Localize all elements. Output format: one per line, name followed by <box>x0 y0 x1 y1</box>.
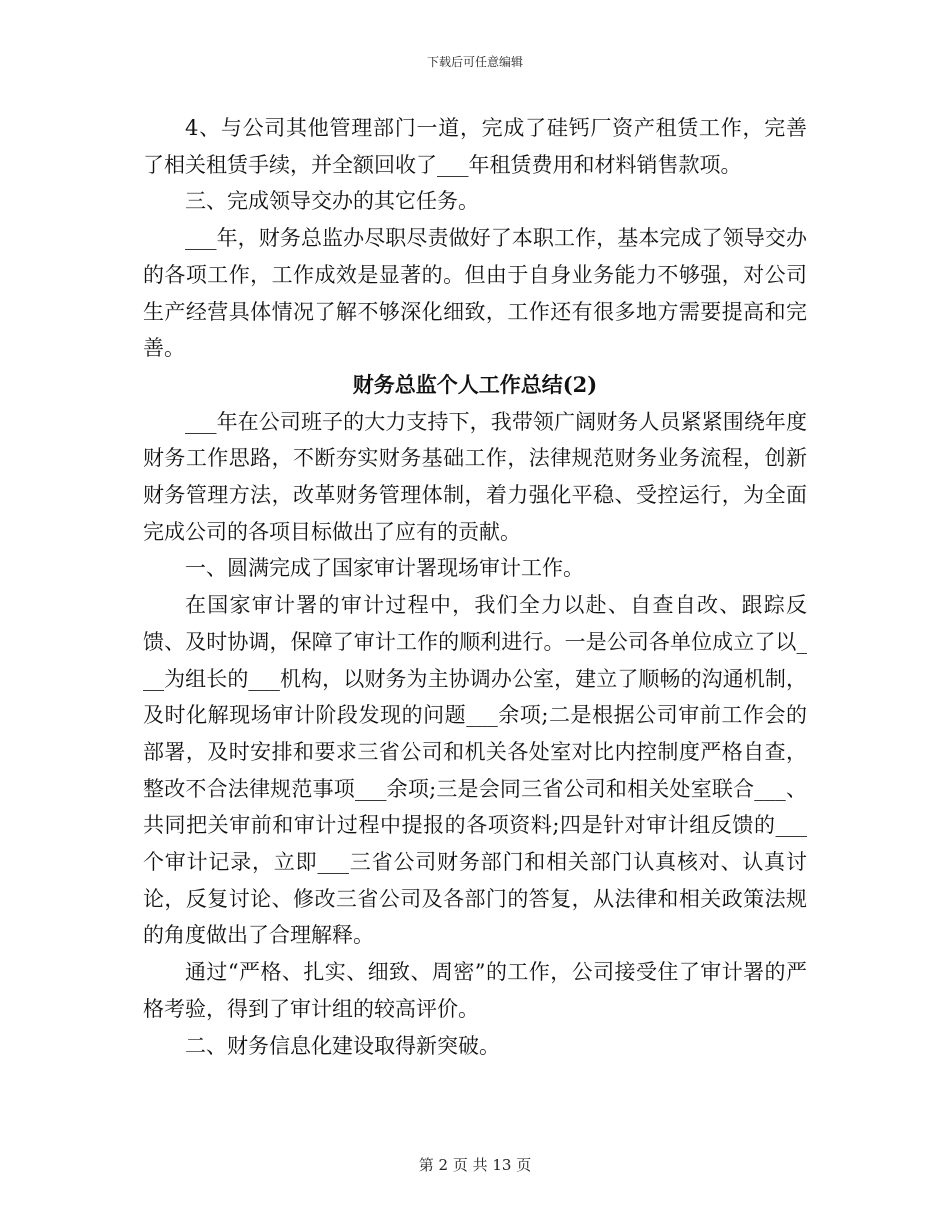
paragraph: ___年在公司班子的大力支持下，我带领广阔财务人员紧紧围绕年度财务工作思路，不断夯实财务基础工作，法律规范财务业务流程，创新财务管理方法，改革财务管理体制，着力强化平稳、受控运行，为全面完成公司的各项目标做出了应有的贡献。 <box>143 409 807 544</box>
paragraph: ___年，财务总监办尽职尽责做好了本职工作，基本完成了领导交办的各项工作，工作成效是显著的。但由于自身业务能力不够强，对公司生产经营具体情况了解不够深化细致，工作还有很多地方需要提高和完善。 <box>143 226 807 361</box>
paragraph: 一、圆满完成了国家审计署现场审计工作。 <box>185 556 584 581</box>
page-header: 下载后可任意编辑 <box>426 55 523 69</box>
paragraph: 4、与公司其他管理部门一道，完成了硅钙厂资产租赁工作，完善了相关租赁手续，并全额回收了___年租赁费用和材料销售款项。 <box>143 116 807 177</box>
document-body <box>143 110 807 1064</box>
section-title: 财务总监个人工作总结(2) <box>352 371 598 397</box>
paragraph: 二、财务信息化建设取得新突破。 <box>185 1033 500 1058</box>
paragraph: 三、完成领导交办的其它任务。 <box>185 189 479 214</box>
paragraph: 通过“严格、扎实、细致、周密”的工作，公司接受住了审计署的严格考验，得到了审计组的较高评价。 <box>143 960 807 1021</box>
paragraph: 在国家审计署的审计过程中，我们全力以赴、自查自改、跟踪反馈、及时协调，保障了审计工作的顺利进行。一是公司各单位成立了以___为组长的___机构，以财务为主协调办公室，建立了顺畅的沟通机制，及时化解现场审计阶段发现的问题___余项;二是根据公司审前工作会的部署，及时安排和要求三省公司和机关各处室对比内控制度严格自查，整改不合法律规范事项___余项;三是会同三省公司和相关处室联合___、共同把关审前和审计过程中提报的各项资料;四是针对审计组反馈的___个审计记录，立即___三省公司财务部门和相关部门认真核对、认真讨论，反复讨论、修改三省公司及各部门的答复，从法律和相关政策法规的角度做出了合理解释。 <box>143 593 807 948</box>
page-footer: 第 2 页 共 13 页 <box>418 1156 532 1174</box>
